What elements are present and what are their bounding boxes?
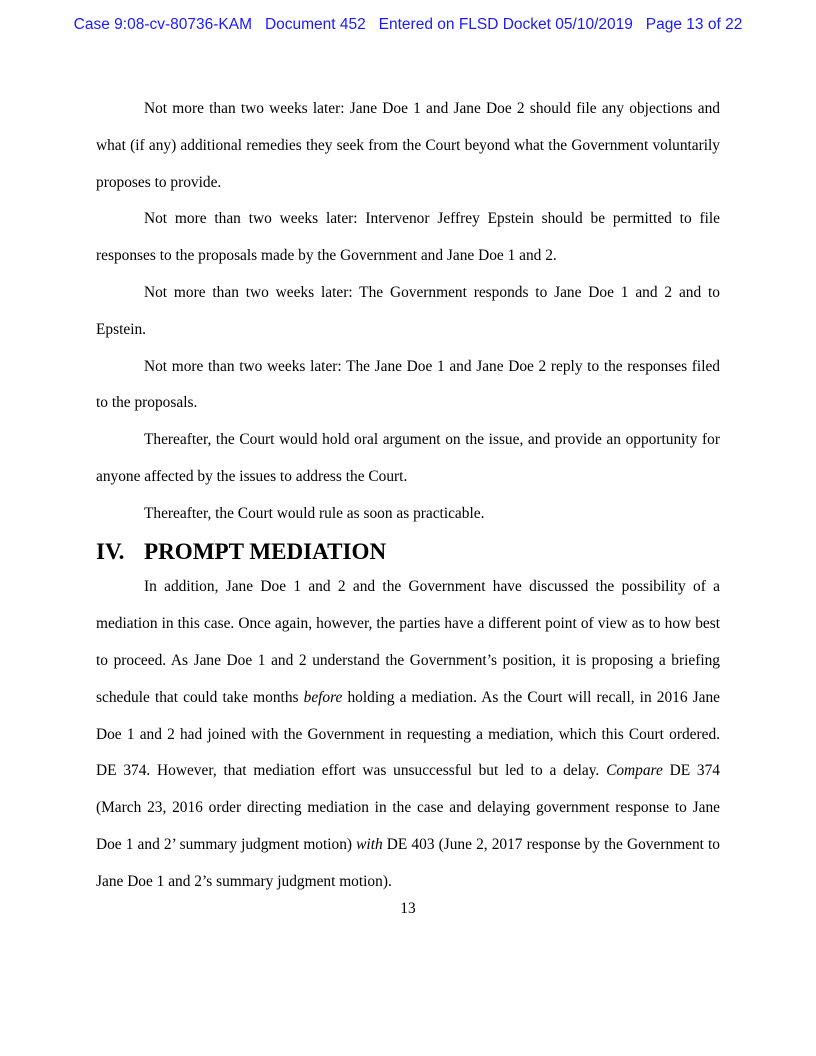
mediation-text-4: DE 403 (June 2, 2017 response by the Government to Jane Doe 1 and 2’s summary judgment motion). [96,835,721,890]
docket-entry-date: Entered on FLSD Docket 05/10/2019 [378,16,633,33]
mediation-text-1: In addition, Jane Doe 1 and 2 and the Government have discussed the possibility of a mediation in this case. Once again, however, the parties have a different point of view as to how best to proceed. As Jane Doe 1 and 2 understand the Government’s position, it is proposing a briefing schedule that could take months [96,578,720,706]
docket-header-stamp [0,16,816,34]
section-number: IV. [96,537,125,564]
mediation-italic-compare: Compare [606,762,663,780]
page-number: 13 [400,900,416,917]
mediation-italic-before: before [303,688,343,706]
page-count: Page 13 of 22 [645,16,743,33]
paragraph-reply: Not more than two weeks later: The Jane Doe 1 and Jane Doe 2 reply to the responses filed to the proposals. [96,357,720,412]
section-title: PROMPT MEDIATION [144,537,387,564]
paragraph-oral-argument: Thereafter, the Court would hold oral argument on the issue, and provide an opportunity for anyone affected by the issues to address the Court. [96,431,720,485]
mediation-text-3: DE 374 (March 23, 2016 order directing mediation in the case and delaying government response to Jane Doe 1 and 2’ summary judgment motion) [96,762,720,853]
paragraph-intervenor-response: Not more than two weeks later: Intervenor Jeffrey Epstein should be permitted to file responses to the proposals made by the Government and Jane Doe 1 and 2. [96,210,720,265]
paragraph-government-response: Not more than two weeks later: The Government responds to Jane Doe 1 and 2 and to Epstein. [96,283,720,338]
paragraph-mediation [96,569,720,900]
mediation-italic-with: with [356,835,383,853]
paragraph-ruling: Thereafter, the Court would rule as soon as practicable. [144,504,485,522]
section-heading [96,533,720,570]
document-number: Document 452 [264,16,366,33]
mediation-text-2: holding a mediation. As the Court will recall, in 2016 Jane Doe 1 and 2 had joined with the Government in requesting a mediation, which this Court ordered. DE 374. However, that mediation effort was unsuccessful but led to a delay. [96,688,720,780]
paragraph-objections: Not more than two weeks later: Jane Doe 1 and Jane Doe 2 should file any objections and what (if any) additional remedies they seek from the Court beyond what the Government voluntarily proposes to provide. [96,100,720,191]
case-number: Case 9:08-cv-80736-KAM [73,16,253,33]
page-body [96,91,720,901]
